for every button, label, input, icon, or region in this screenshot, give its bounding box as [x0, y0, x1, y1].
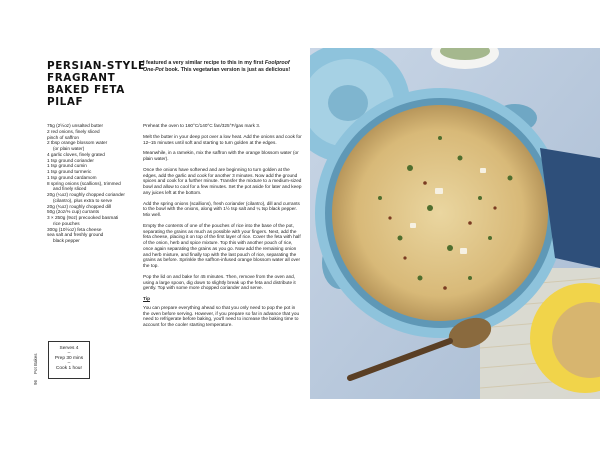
method-step: Pop the lid on and bake for 45 minutes. Then, remove from the oven and, using a large spoon, dig down to slightly break up the feta and distribute it gently. Top with some more chopped coriander and serve. [143, 273, 296, 291]
divider-dash: – [67, 350, 71, 356]
tip-heading: Tip [143, 296, 150, 301]
pilaf-photo [310, 48, 600, 399]
ingredient: 2 red onions, finely sliced [47, 128, 100, 134]
ingredient: rice pouches [53, 220, 80, 226]
ingredient: sea salt and freshly ground [47, 232, 104, 238]
page-number: 96 [33, 379, 38, 385]
method-step: Add the spring onions (scallions), fresh coriander (cilantro), dill and currants to the bowl with the onions, along with 1½ tsp salt and ¼ tsp black pepper. Mix well. [143, 200, 300, 217]
intro-text: book. This vegetarian version is just as delicious! [165, 66, 291, 73]
ingredient: 1 tsp ground coriander [47, 157, 94, 163]
recipe-title [47, 60, 146, 108]
ingredient: 3 × 250g (9oz) precooked basmati [47, 215, 119, 220]
running-head: Pot Bakes [33, 353, 38, 374]
ingredient: 20g (¼oz) roughly chopped coriander [47, 192, 125, 197]
ingredient: 1 tsp ground cardamom [47, 174, 97, 180]
ingredient: pinch of saffron [47, 134, 79, 140]
title-line: PERSIAN-STYLE [47, 60, 146, 72]
ingredient: 75g (2½oz) unsalted butter [47, 123, 104, 128]
ingredient: 4 garlic cloves, finely grated [47, 151, 105, 157]
intro-book-title: Foolproof One-Pot [143, 60, 290, 73]
ingredient: (or plain water) [53, 146, 85, 151]
ingredient: 1 tsp ground turmeric [47, 169, 92, 174]
method-step: Once the onions have softened and are beginning to turn golden at the edges, add the garlic and cook for another 3 minutes. Now add the ground spices and cook for a further minute. Transfer the mixture to a medium-sized bowl and allow to cool for a few minutes. Set the pot aside for later and keep any juices left at the bottom. [143, 166, 302, 195]
recipe-intro [143, 60, 303, 73]
title-line: FRAGRANT [47, 72, 116, 84]
prep-time: Prep 30 mins [54, 356, 84, 362]
method-step: Empty the contents of one of the pouches of rice into the base of the pot, separating the grains as much as possible with your fingers. Next, add the feta cheese, placing it on top of the first layer of rice. Cover the feta with half of the onion, herb and spice mixture. Top this with another pouch of rice, once again separating the grains as you go. Now add the remaining onion and herb mixture, and finally top with the last pouch of rice, separating the grains as before. Sprinkle the saffron-infused orange blossom water all over the top. [143, 222, 301, 268]
title-line: PILAF [47, 96, 84, 108]
cook-time: Cook 1 hour [55, 366, 83, 372]
ingredient: (cilantro), plus extra to serve [53, 197, 113, 203]
ingredient: 2 tbsp orange blossom water [47, 140, 108, 146]
pilaf-dish-photo-icon [310, 48, 600, 399]
method-steps [143, 123, 303, 333]
method-step: Meanwhile, in a ramekin, mix the saffron with the orange blossom water (or plain water). [143, 150, 299, 161]
serves-label: Serves 4 [59, 346, 79, 351]
method-step: Melt the butter in your deep pot over a low heat. Add the onions and cook for 12–15 minutes until soft and starting to turn golden at the edges. [143, 133, 302, 145]
method-step: Preheat the oven to 160°C/140°C fan/325°F/gas mark 3. [143, 123, 261, 128]
tip-text: You can prepare everything ahead so that you only need to pop the pot in the oven before serving. However, if you prepare so far in advance that you need to refrigerate before baking, you'll need to increase the baking time to account for the cooler starting temperature. [143, 304, 300, 327]
ingredient: 1 tsp ground cumin [47, 163, 87, 169]
ingredient: black pepper [53, 238, 80, 243]
ingredient: 300g (10½oz) feta cheese [47, 226, 102, 232]
ingredient: 8 spring onions (scallions), trimmed [47, 180, 121, 186]
intro-text: I featured a very similar recipe to this in my first [143, 60, 264, 66]
ingredients-list [47, 123, 137, 244]
recipe-info-box [48, 341, 90, 379]
ingredient: 20g (¾oz) roughly chopped dill [47, 203, 112, 209]
title-line: BAKED FETA [47, 84, 125, 96]
divider-dash: – [67, 360, 71, 366]
ingredient: 50g (2oz/⅓ cup) currants [47, 209, 100, 215]
ingredient: and finely sliced [53, 186, 87, 192]
